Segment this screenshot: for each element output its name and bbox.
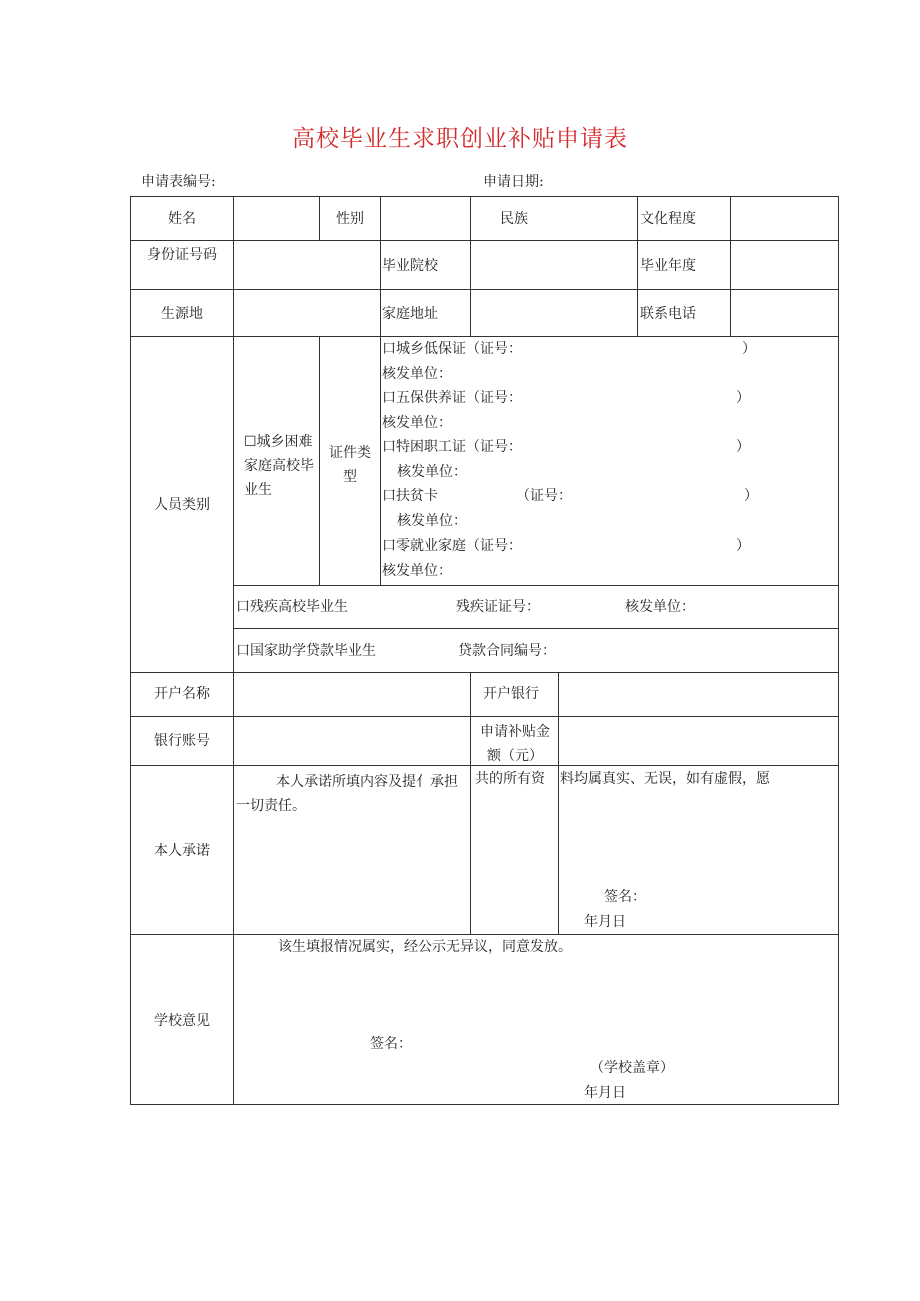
pledge-label: 本人承诺 [154, 843, 210, 859]
apply-date-label: 申请日期: [483, 174, 544, 190]
row-divider [233, 585, 839, 586]
column-divider [380, 196, 381, 585]
cert-issuer: 核发单位： [382, 366, 452, 382]
cert-zero-employment: 口零就业家庭（证号： [382, 538, 522, 554]
pledge-sign-label: 签名： [604, 889, 646, 905]
cert-issuer: 核发单位： [382, 563, 452, 579]
column-divider [233, 196, 234, 1104]
cert-fupin-number: （证号： [516, 488, 572, 504]
school-sign-label: 签名： [370, 1036, 412, 1052]
loan-grad-option: 口国家助学贷款毕业生 [236, 643, 376, 659]
row-divider [130, 240, 839, 241]
row-divider [130, 336, 839, 337]
row-divider [233, 628, 839, 629]
category-label: 人员类别 [154, 497, 210, 513]
cert-wubao: 口五保供养证（证号： [382, 390, 522, 406]
table-border-left [130, 196, 131, 1105]
education-label: 文化程度 [640, 211, 696, 227]
school-opinion-label: 学校意见 [154, 1013, 210, 1029]
close-paren: ） [742, 341, 756, 357]
origin-label: 生源地 [161, 306, 203, 322]
row-divider [130, 289, 839, 290]
ethnicity-label: 民族 [500, 211, 528, 227]
loan-contract-label: 贷款合同编号： [458, 643, 556, 659]
cert-tekun: 口特困职工证（证号： [382, 439, 522, 455]
page-title: 高校毕业生求职创业补贴申请表 [292, 126, 628, 152]
close-paren: ） [736, 390, 750, 406]
column-divider [637, 196, 638, 336]
school-opinion-text: 该生填报情况属实，经公示无异议，同意发放。 [278, 939, 572, 955]
row-divider [130, 934, 839, 935]
table-border-right [838, 196, 839, 1105]
cert-fupin: 口扶贫卡 [382, 488, 438, 504]
home-address-label: 家庭地址 [382, 306, 438, 322]
name-label: 姓名 [168, 211, 196, 227]
column-divider [558, 672, 559, 934]
cert-type-label: 证件类型 [329, 445, 371, 485]
row-divider [130, 716, 839, 717]
column-divider [319, 336, 320, 585]
poor-family-option: ☐城乡困难家庭高校毕业生 [244, 434, 314, 498]
column-divider [470, 196, 471, 336]
school-seal-label: （学校盖章） [590, 1060, 674, 1076]
bank-name-label: 开户银行 [483, 686, 539, 702]
pledge-text-part3: 料均属真实、无误，如有虚假，愿 [560, 771, 770, 787]
table-border-bottom [130, 1104, 839, 1105]
pledge-text-part1: 本人承诺所填内容及提亻承担一切责任。 [236, 774, 458, 814]
column-divider [730, 196, 731, 336]
disability-issuer-label: 核发单位： [625, 599, 695, 615]
disability-cert-label: 残疾证证号： [456, 599, 540, 615]
grad-year-label: 毕业年度 [640, 258, 696, 274]
close-paren: ） [736, 439, 750, 455]
cert-issuer: 核发单位： [397, 513, 467, 529]
phone-label: 联系电话 [640, 306, 696, 322]
close-paren: ） [736, 538, 750, 554]
table-border-top [130, 196, 839, 197]
cert-dibao: 口城乡低保证（证号： [382, 341, 522, 357]
id-number-label: 身份证号码 [147, 247, 217, 263]
gender-label: 性别 [336, 211, 364, 227]
row-divider [130, 672, 839, 673]
form-number-label: 申请表编号: [141, 174, 216, 190]
account-number-label: 银行账号 [154, 733, 210, 749]
close-paren: ） [744, 488, 758, 504]
pledge-text-part2: 共的所有资 [475, 771, 545, 787]
account-name-label: 开户名称 [154, 686, 210, 702]
school-label: 毕业院校 [382, 258, 438, 274]
school-date-label: 年月日 [584, 1085, 626, 1101]
pledge-date-label: 年月日 [584, 914, 626, 930]
cert-issuer: 核发单位： [382, 415, 452, 431]
cert-issuer: 核发单位： [397, 464, 467, 480]
subsidy-amount-label: 申请补贴金额（元） [480, 724, 550, 764]
disabled-option: 口残疾高校毕业生 [236, 599, 348, 615]
column-divider [470, 672, 471, 934]
